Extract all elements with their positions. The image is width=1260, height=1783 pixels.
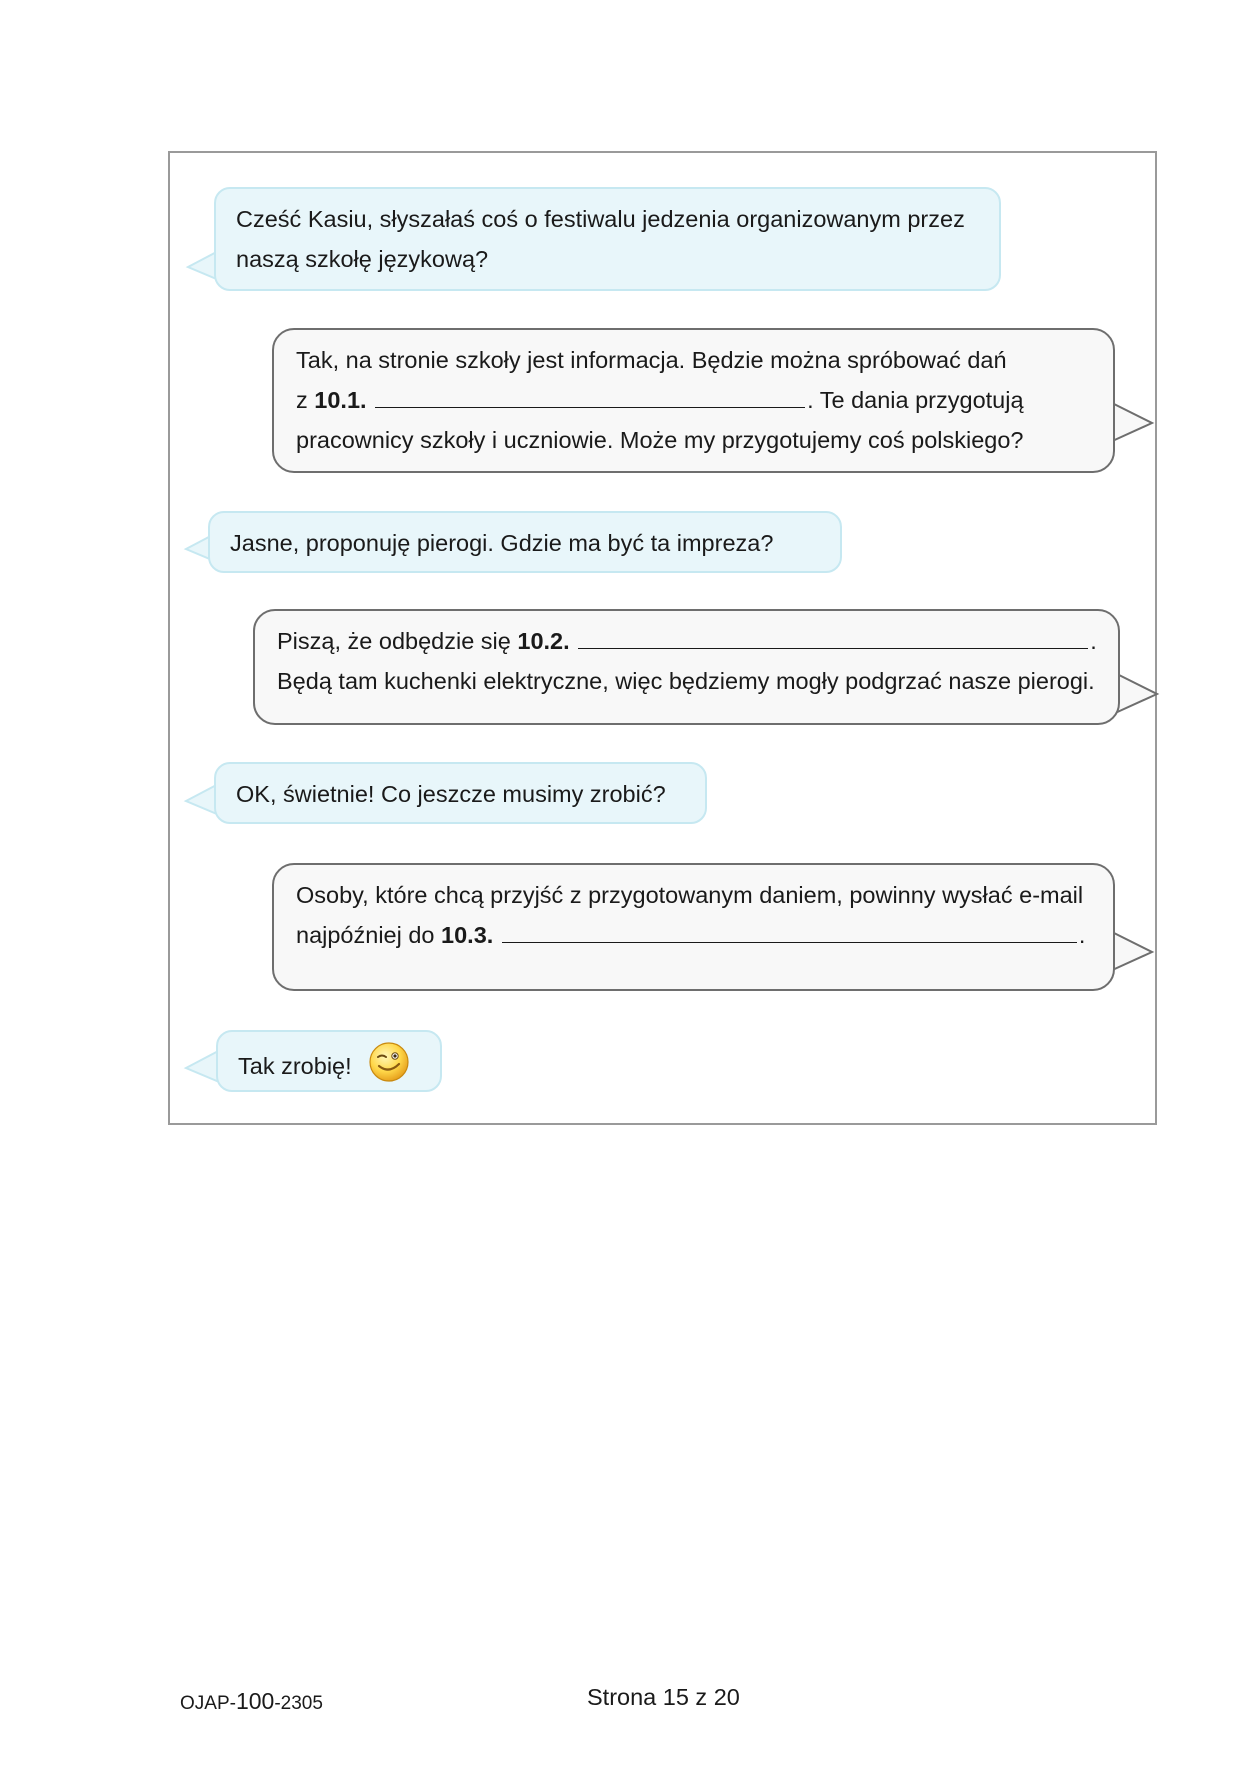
answer-gap-10-1[interactable]: [375, 381, 805, 408]
dialogue-frame: [168, 151, 1157, 1125]
message-text: najpóźniej do: [296, 922, 435, 948]
message-text: Tak zrobię!: [238, 1053, 352, 1080]
message-text: OK, świetnie! Co jeszcze musimy zrobić?: [236, 781, 666, 807]
message-text: Jasne, proponuję pierogi. Gdzie ma być ta impreza?: [230, 530, 774, 556]
message-text: Piszą, że odbędzie się: [277, 628, 511, 654]
exam-code: OJAP-100-2305: [180, 1688, 323, 1714]
message-text: .: [1090, 628, 1097, 654]
chat-bubble-reply-1: [272, 328, 1115, 473]
message-text: z: [296, 387, 308, 413]
answer-gap-10-2[interactable]: [578, 622, 1088, 649]
chat-bubble-reply-3: [272, 863, 1115, 991]
message-text: Osoby, które chcą przyjść z przygotowanym daniem, powinny wysłać e-mail: [296, 882, 1084, 908]
message-text: . Te dania przygotują: [807, 387, 1024, 413]
gap-number: 10.3.: [441, 922, 494, 948]
message-text: Będą tam kuchenki elektryczne, więc będziemy mogły podgrzać nasze pierogi.: [277, 668, 1095, 694]
winking-face-icon: [368, 1041, 410, 1095]
chat-bubble-friend-2: [208, 511, 842, 573]
page-number: Strona 15 z 20: [587, 1684, 740, 1710]
message-text: pracownicy szkoły i uczniowie. Może my przygotujemy coś polskiego?: [296, 427, 1024, 453]
chat-bubble-friend-3: [214, 762, 707, 824]
chat-bubble-friend-1: [214, 187, 1001, 291]
answer-gap-10-3[interactable]: [502, 916, 1077, 943]
message-text: naszą szkołę językową?: [236, 246, 489, 272]
message-text: Cześć Kasiu, słyszałaś coś o festiwalu jedzenia organizowanym przez: [236, 206, 965, 232]
chat-bubble-reply-2: [253, 609, 1120, 725]
chat-bubble-friend-4: [216, 1030, 442, 1092]
message-text: .: [1078, 922, 1086, 948]
gap-number: 10.2.: [517, 628, 570, 654]
gap-number: 10.1.: [314, 387, 367, 413]
message-text: Tak, na stronie szkoły jest informacja. Będzie można spróbować dań: [296, 347, 1007, 373]
